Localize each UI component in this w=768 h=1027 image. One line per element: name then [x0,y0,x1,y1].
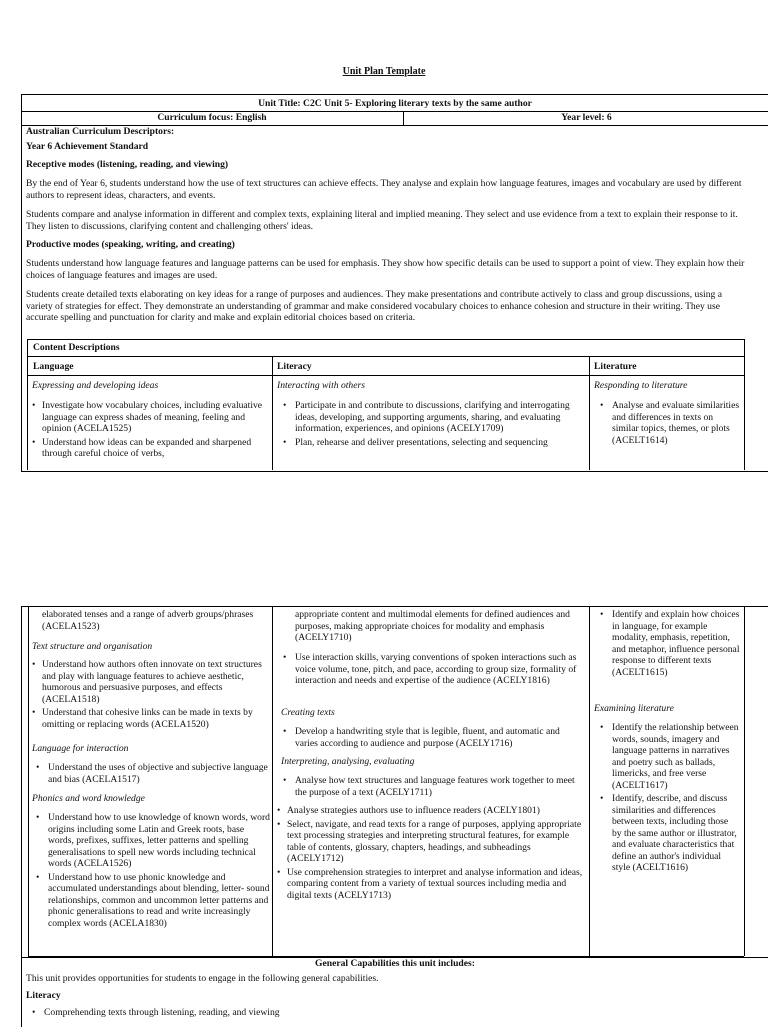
literature-list [594,722,740,876]
literature-cell-page1 [592,378,742,469]
list-item: • Plan, rehearse and deliver presentations, selecting and sequencing [277,437,585,449]
language-subheading: Text structure and organisation [32,641,153,652]
literacy-list [277,652,585,689]
list-item: • Understand the uses of objective and subjective language and bias (ACELA1517) [30,762,270,785]
language-list [30,400,270,462]
receptive-paragraph-1: By the end of Year 6, students understand how the use of text structures can achieve effects. They analyse and explain how language features, images and vocabulary are used by different authors to represent ideas, characters, and events. [26,178,742,201]
curriculum-focus: Curriculum focus: English [157,112,267,123]
row-divider [27,356,744,357]
col-divider [272,356,273,470]
document-title: Unit Plan Template [342,66,426,77]
list-item: • Analyse how text structures and language features work together to meet the purpose of a text (ACELY1711) [277,775,585,798]
literacy-list [277,400,585,450]
list-item: • Identify, describe, and discuss similarities and differences between texts, including those by the same author or illustrator, and evaluate characteristics that define an author's individual style (ACELT1616) [594,793,740,874]
literature-cell-page2 [592,609,742,955]
list-item: • Develop a handwriting style that is legible, fluent, and automatic and varies according to audience and purpose (ACELY1716) [277,726,585,749]
descriptors-heading: Australian Curriculum Descriptors: [26,126,175,137]
list-item: • Use interaction skills, varying conventions of spoken interactions such as voice volume, tone, pitch, and pace, according to group size, formality of interaction and needs and expertise of the audience (ACELY1816) [277,652,585,687]
productive-paragraph-2: Students create detailed texts elaborating on key ideas for a range of purposes and audiences. They make presentations and contribute actively to class and group discussions, using a variety of strategies for effect. They demonstrate an understanding of grammar and make considered vocabulary choices to enhance cohesion and structure in their writing. They use accurate spelling and punctuation for clarity and make and explain editorial choices based on criteria. [26,289,722,323]
language-subheading: Expressing and developing ideas [32,380,159,391]
list-item: • Identify and explain how choices in language, for example modality, emphasis, repetition, and metaphor, influence personal response to different texts (ACELT1615) [594,609,740,678]
general-capabilities-heading: General Capabilities this unit includes: [315,958,475,969]
content-descriptions-heading: Content Descriptions [33,342,120,353]
list-item: • Understand how ideas can be expanded and sharpened through careful choice of verbs, [30,437,270,460]
productive-paragraph-1: Students understand how language features and language patterns can be used for emphasis. They show how specific details can be used to support a point of view. They explain how their choices of language features and images are used. [26,258,745,281]
col-divider [744,606,745,956]
literature-subheading: Responding to literature [594,380,688,391]
literacy-list [277,775,585,800]
list-item: • Analyse strategies authors use to influence readers (ACELY1801) [275,805,585,817]
list-item: • Use comprehension strategies to interpret and analyse information and ideas, comparing content from a variety of textual sources including media and digital texts (ACELY1713) [275,867,585,902]
productive-heading: Productive modes (speaking, writing, and creating) [26,239,235,250]
receptive-heading: Receptive modes (listening, reading, and viewing) [26,159,229,170]
list-item: • Analyse and evaluate similarities and differences in texts on similar topics, themes, or plots (ACELT1614) [594,400,740,446]
col-divider [589,606,590,956]
literacy-list [277,726,585,751]
list-item: • Identify the relationship between words, sounds, imagery and language patterns in narratives and poetry such as ballads, limericks, and free verse (ACELT1617) [594,722,740,791]
column-header-literature: Literature [594,361,637,372]
literacy-cell-page1 [275,378,587,469]
col-divider [272,606,273,956]
list-item: • Understand how to use phonic knowledge and accumulated understandings about blending, letter- sound relationships, common and uncommon letter patterns and phonic generalisations to read and write increasingly complex words (ACELA1830) [30,872,270,930]
row-divider [27,375,744,376]
language-cell-page2 [30,609,270,955]
column-header-language: Language [33,361,74,372]
list-item: • Understand how authors often innovate on text structures and play with language features to achieve aesthetic, humorous and persuasive purposes, and effects (ACELA1518) [30,659,270,705]
general-capabilities-text: This unit provides opportunities for students to engage in the following general capabilities. [26,973,379,984]
language-cell-page1 [30,378,270,469]
col-divider [589,356,590,470]
literacy-subheading: Interacting with others [277,380,365,391]
general-capabilities-list [26,1007,726,1021]
language-continued-text: elaborated tenses and a range of adverb groups/phrases (ACELA1523) [42,609,254,632]
literacy-subheading: Creating texts [281,707,335,718]
language-subheading: Language for interaction [32,743,129,754]
year-level: Year level: 6 [561,112,612,123]
list-item: • Select, navigate, and read texts for a range of purposes, applying appropriate text processing strategies and interpreting structural features, for example table of contents, glossary, chapters, headings, and subheadings (ACELY1712) [275,819,585,865]
language-list [30,812,270,931]
column-header-literacy: Literacy [277,361,312,372]
list-item: • Participate in and contribute to discussions, clarifying and interrogating ideas, developing, and supporting arguments, sharing, and evaluating information, experiences, and opinions (ACELY1709) [277,400,585,435]
col-divider [28,606,29,956]
list-item: • Investigate how vocabulary choices, including evaluative language can express shades of meaning, feeling and opinion (ACELA1525) [30,400,270,435]
literature-list [594,400,740,448]
literacy-subheading: Interpreting, analysing, evaluating [281,756,415,767]
language-list [30,762,270,787]
achievement-heading: Year 6 Achievement Standard [26,141,149,152]
language-list [30,659,270,732]
literature-subheading: Examining literature [594,703,674,714]
unit-title: Unit Title: C2C Unit 5- Exploring literary texts by the same author [258,98,532,109]
language-subheading: Phonics and word knowledge [32,793,145,804]
literacy-continued-text: appropriate content and multimodal elements for defined audiences and purposes, making appropriate choices for modality and emphasis (ACELY1710) [295,609,570,643]
list-item: • Understand that cohesive links can be made in texts by omitting or replacing words (ACELA1520) [30,707,270,730]
literacy-cell-page2 [275,609,587,955]
list-item: • Understand how to use knowledge of known words, word origins including some Latin and Greek roots, base words, prefixes, suffixes, letter patterns and spelling generalisations to spell new words including technical words (ACELA1526) [30,812,270,870]
literacy-list [275,805,585,903]
general-capabilities-literacy: Literacy [26,990,61,1001]
list-item: • Comprehending texts through listening, reading, and viewing [26,1007,726,1019]
receptive-paragraph-2: Students compare and analyse information in different and complex texts, explaining literal and implied meaning. They select and use evidence from a text to explain their response to it. They listen to discussions, clarifying content and challenging others' ideas. [26,209,738,232]
literature-list [594,609,740,680]
